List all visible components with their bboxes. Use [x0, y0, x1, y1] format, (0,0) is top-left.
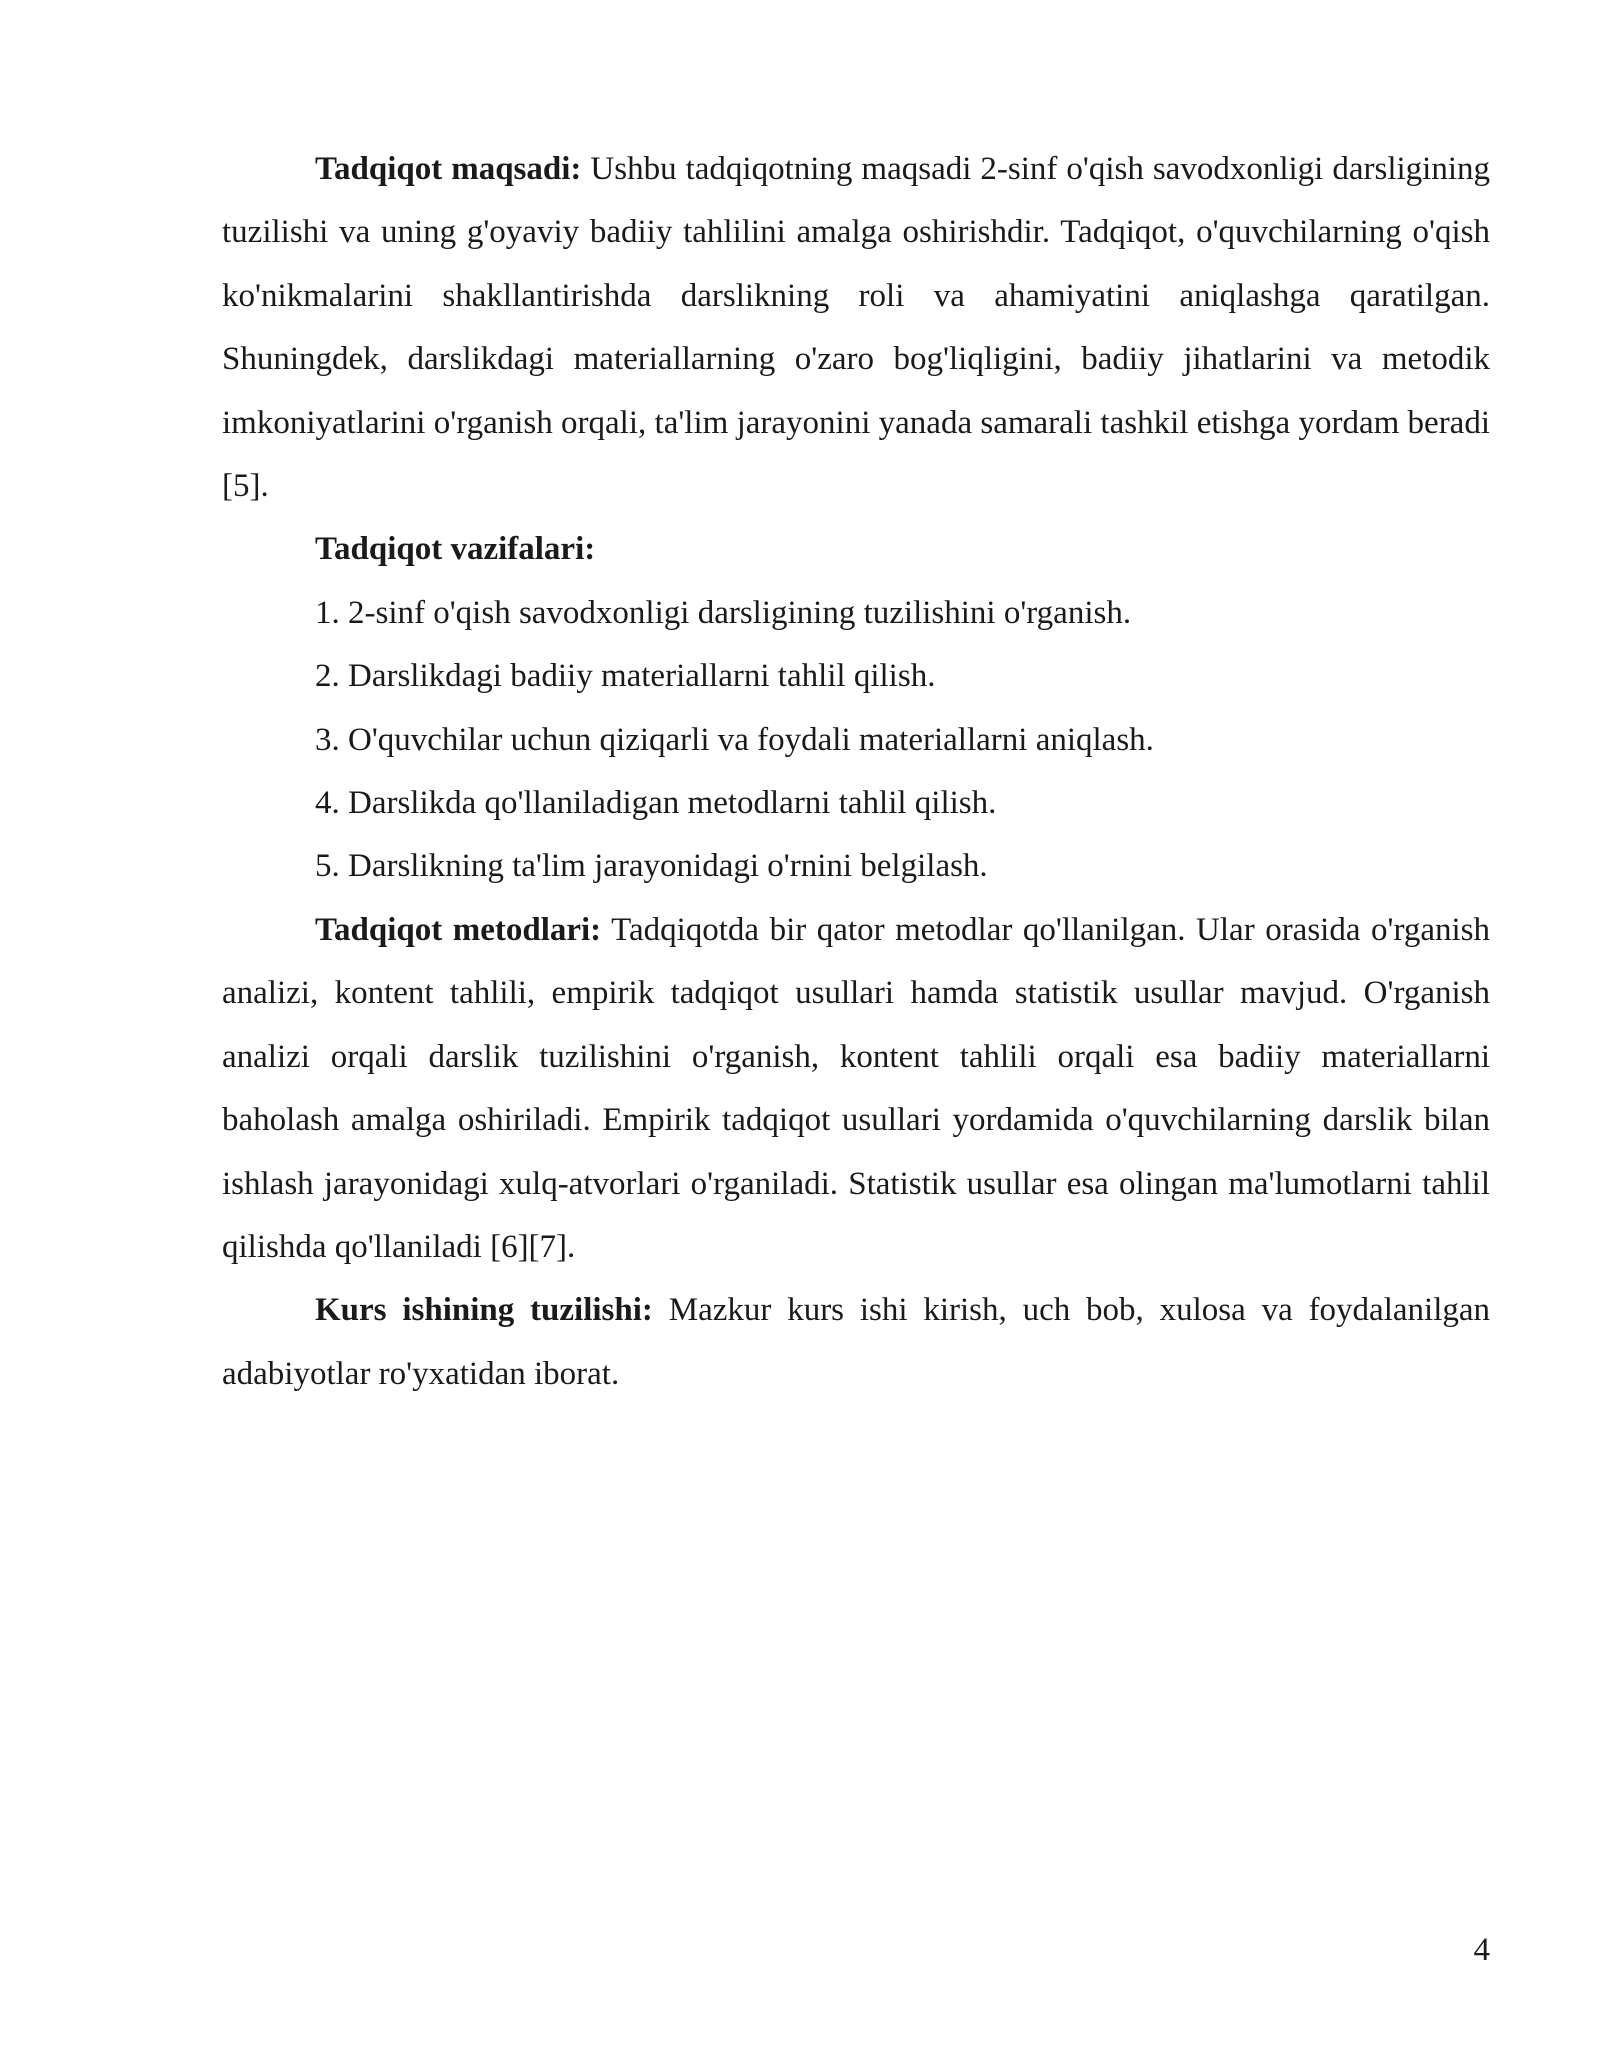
list-item: 3. O'quvchilar uchun qiziqarli va foydali materiallarni aniqlash.: [315, 721, 1154, 758]
goal-paragraph: [222, 138, 1490, 518]
list-item: 5. Darslikning ta'lim jarayonidagi o'rnini belgilash.: [315, 848, 988, 885]
structure-label: Kurs ishining tuzilishi:: [315, 1292, 653, 1329]
tasks-list: [222, 582, 1490, 899]
tasks-heading-label: Tadqiqot vazifalari:: [315, 531, 596, 568]
list-item: 1. 2-sinf o'qish savodxonligi darsligining tuzilishini o'rganish.: [315, 594, 1132, 631]
goal-text: Ushbu tadqiqotning maqsadi 2-sinf o'qish savodxonligi darsligining tuzilishi va uning g'oyaviy badiiy tahlilini amalga oshirishdir. Tadqiqot, o'quvchilarning o'qish ko'nikmalarini shakllantirishda darslikning roli va ahamiyatini aniqlashga qaratilgan. Shuningdek, darslikdagi materiallarning o'zaro bog'liqligini, badiiy jihatlarini va metodik imkoniyatlarini o'rganish orqali, ta'lim jarayonini yanada samarali tashkil etishga yordam beradi [5].: [222, 151, 1490, 505]
list-item: 2. Darslikdagi badiiy materiallarni tahlil qilish.: [315, 658, 936, 695]
methods-label: Tadqiqot metodlari:: [315, 911, 602, 948]
methods-paragraph: [222, 899, 1490, 1279]
structure-text: Mazkur kurs ishi kirish, uch bob, xulosa va foydalanilgan adabiyotlar ro'yxatidan iborat.: [222, 1292, 1491, 1392]
goal-label: Tadqiqot maqsadi:: [315, 151, 582, 187]
structure-paragraph: [222, 1279, 1490, 1406]
page-body: [222, 138, 1490, 1406]
list-item: 4. Darslikda qo'llaniladigan metodlarni tahlil qilish.: [315, 785, 997, 822]
methods-text: Tadqiqotda bir qator metodlar qo'llanilgan. Ular orasida o'rganish analizi, kontent tahlili, empirik tadqiqot usullari hamda statistik usullar mavjud. O'rganish analizi orqali darslik tuzilishini o'rganish, kontent tahlili orqali esa badiiy materiallarni baholash amalga oshiriladi. Empirik tadqiqot usullari yordamida o'quvchilarning darslik bilan ishlash jarayonidagi xulq-atvorlari o'rganiladi. Statistik usullar esa olingan ma'lumotlarni tahlil qilishda qo'llaniladi [6][7].: [222, 911, 1490, 1265]
page-number: 4: [1473, 1932, 1490, 1968]
tasks-heading: [222, 518, 1490, 581]
